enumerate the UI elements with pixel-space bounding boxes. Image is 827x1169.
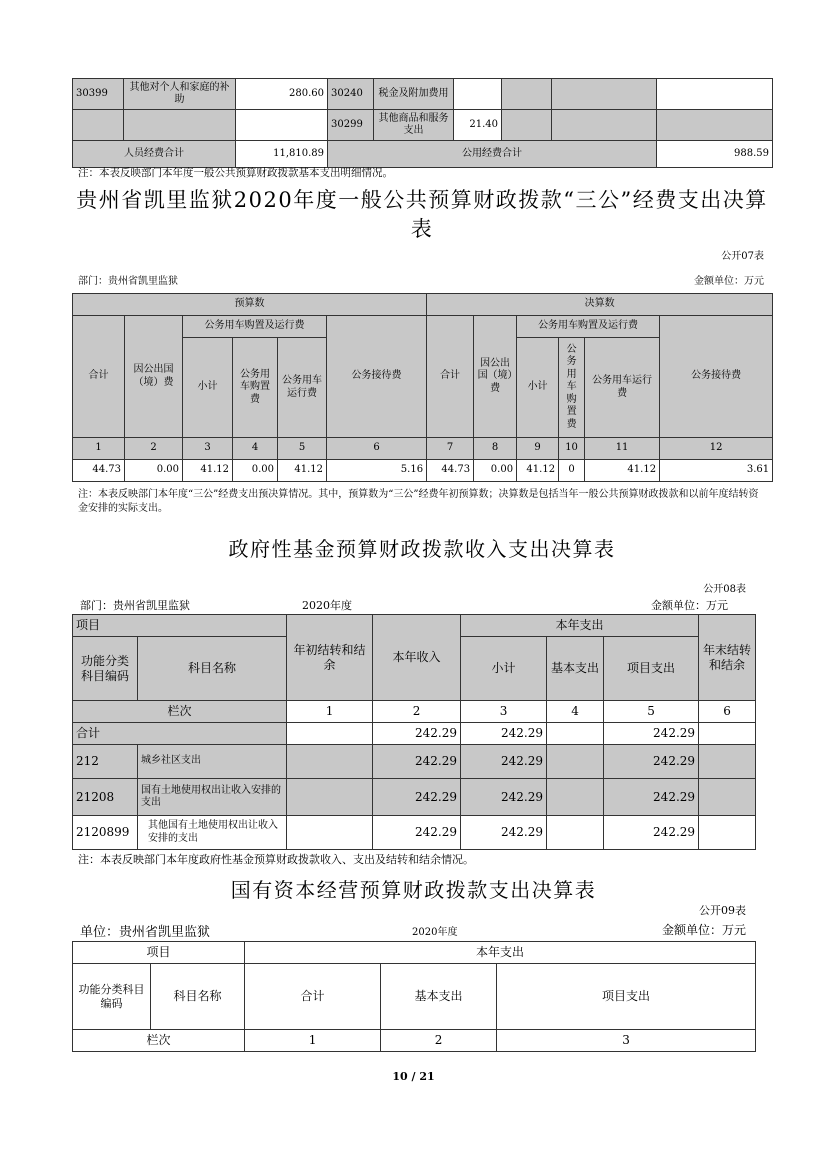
header-project: 项目支出 <box>497 964 756 1030</box>
index-cell: 2 <box>125 438 183 460</box>
header-car: 公务用车购置及运行费 <box>517 316 660 338</box>
value-cell: 242.29 <box>461 779 547 816</box>
state-capital-table <box>72 941 756 1052</box>
value-cell: 242.29 <box>604 779 699 816</box>
code-07: 公开07表 <box>721 251 764 262</box>
value-cell: 242.29 <box>461 816 547 850</box>
value-cell: 3.61 <box>660 460 773 482</box>
index-cell: 4 <box>233 438 278 460</box>
header-item: 项目 <box>73 615 287 637</box>
header-subtotal: 小计 <box>517 338 559 438</box>
value-cell <box>547 723 604 745</box>
header-income: 本年收入 <box>373 615 461 701</box>
cell: 30299 <box>328 110 374 141</box>
subject-name: 国有土地使用权出让收入安排的支出 <box>138 779 287 816</box>
header-final: 决算数 <box>427 294 773 316</box>
table-row <box>73 723 756 745</box>
value-cell: 242.29 <box>604 745 699 779</box>
header-name: 科目名称 <box>138 637 287 701</box>
value-cell: 242.29 <box>461 745 547 779</box>
index-row <box>73 701 756 723</box>
value-cell <box>699 779 756 816</box>
index-cell: 9 <box>517 438 559 460</box>
cell: 30240 <box>328 79 374 110</box>
cell <box>454 79 502 110</box>
index-cell: 5 <box>278 438 327 460</box>
cell: 30399 <box>73 79 124 110</box>
value-cell: 0 <box>559 460 585 482</box>
func-code: 21208 <box>73 779 138 816</box>
header-func-code: 功能分类科目编码 <box>73 637 138 701</box>
value-cell: 41.12 <box>278 460 327 482</box>
basic-expense-table <box>72 78 773 168</box>
value-cell: 41.12 <box>183 460 233 482</box>
value-cell: 242.29 <box>604 723 699 745</box>
cell <box>657 110 773 141</box>
index-cell: 10 <box>559 438 585 460</box>
header-col: 栏次 <box>73 701 287 723</box>
year-09: 2020年度 <box>412 927 458 938</box>
subject-name: 城乡社区支出 <box>138 745 287 779</box>
index-cell: 5 <box>604 701 699 723</box>
header-basic: 基本支出 <box>547 637 604 701</box>
table-row <box>73 79 773 110</box>
code-08: 公开08表 <box>703 584 746 595</box>
header-end-balance: 年末结转和结余 <box>699 615 756 701</box>
cell <box>236 110 328 141</box>
index-row <box>73 438 773 460</box>
page-number: 10 / 21 <box>392 1070 435 1083</box>
value-cell: 242.29 <box>604 816 699 850</box>
unit-07: 金额单位：万元 <box>694 276 764 287</box>
cell <box>73 110 124 141</box>
header-budget: 预算数 <box>73 294 427 316</box>
value-cell <box>287 779 373 816</box>
value-cell <box>287 816 373 850</box>
value-cell: 0.00 <box>125 460 183 482</box>
func-code: 212 <box>73 745 138 779</box>
header-begin-balance: 年初结转和结余 <box>287 615 373 701</box>
index-cell: 3 <box>461 701 547 723</box>
table-row <box>73 816 756 850</box>
value-cell: 44.73 <box>73 460 125 482</box>
dept-08: 部门：贵州省凯里监狱 <box>80 599 190 612</box>
header-car: 公务用车购置及运行费 <box>183 316 327 338</box>
dept-07: 部门：贵州省凯里监狱 <box>78 276 178 287</box>
value-cell <box>699 723 756 745</box>
cell <box>502 110 552 141</box>
header-spend: 本年支出 <box>461 615 699 637</box>
cell <box>124 110 236 141</box>
value-cell: 242.29 <box>373 723 461 745</box>
value-cell: 5.16 <box>327 460 427 482</box>
total-person-label: 人员经费合计 <box>73 141 236 168</box>
index-cell: 1 <box>245 1030 381 1052</box>
index-cell: 7 <box>427 438 474 460</box>
index-cell: 6 <box>327 438 427 460</box>
header-item: 项目 <box>73 942 245 964</box>
table-row <box>73 745 756 779</box>
total-label: 合计 <box>73 723 287 745</box>
index-cell: 8 <box>474 438 517 460</box>
header-car-buy: 公务用车购置费 <box>233 338 278 438</box>
total-public-label: 公用经费合计 <box>328 141 657 168</box>
header-total: 合计 <box>427 316 474 438</box>
unit-09: 金额单位：万元 <box>661 923 746 937</box>
index-cell: 3 <box>183 438 233 460</box>
title-08: 政府性基金预算财政拨款收入支出决算表 <box>228 537 616 561</box>
cell: 其他商品和服务支出 <box>374 110 454 141</box>
value-cell: 44.73 <box>427 460 474 482</box>
title-09: 国有资本经营预算财政拨款支出决算表 <box>230 878 597 902</box>
header-reception: 公务接待费 <box>660 316 773 438</box>
header-basic: 基本支出 <box>381 964 497 1030</box>
header-abroad: 因公出国（境）费 <box>474 316 517 438</box>
header-name: 科目名称 <box>151 964 245 1030</box>
code-09: 公开09表 <box>699 904 746 917</box>
value-cell <box>547 816 604 850</box>
dept-09: 单位：贵州省凯里监狱 <box>80 925 211 940</box>
index-row <box>73 1030 756 1052</box>
unit-08: 金额单位：万元 <box>651 599 728 612</box>
value-cell <box>699 745 756 779</box>
index-cell: 4 <box>547 701 604 723</box>
cell: 280.60 <box>236 79 328 110</box>
header-subtotal: 小计 <box>461 637 547 701</box>
value-cell <box>699 816 756 850</box>
table-row <box>73 779 756 816</box>
cell <box>502 79 552 110</box>
header-car-buy: 公务用车购置费 <box>559 338 585 438</box>
gov-fund-table <box>72 614 756 850</box>
value-cell <box>287 723 373 745</box>
func-code: 2120899 <box>73 816 138 850</box>
value-cell <box>287 745 373 779</box>
cell: 21.40 <box>454 110 502 141</box>
value-cell: 41.12 <box>517 460 559 482</box>
cell <box>552 110 657 141</box>
header-total: 合计 <box>73 316 125 438</box>
index-cell: 1 <box>287 701 373 723</box>
header-subtotal: 小计 <box>183 338 233 438</box>
note-07: 注：本表反映部门本年度“三公”经费支出预决算情况。其中，预算数为“三公”经费年初预算数；决算数是包括当年一般公共预算财政拨款和以前年度结转资金安排的实际支出。 <box>78 489 759 514</box>
cell: 税金及附加费用 <box>374 79 454 110</box>
index-cell: 11 <box>585 438 660 460</box>
table-row <box>73 141 773 168</box>
cell <box>657 79 773 110</box>
header-reception: 公务接待费 <box>327 316 427 438</box>
value-cell: 41.12 <box>585 460 660 482</box>
value-cell <box>547 745 604 779</box>
value-cell: 242.29 <box>461 723 547 745</box>
header-car-run: 公务用车运行费 <box>585 338 660 438</box>
index-cell: 6 <box>699 701 756 723</box>
header-col: 栏次 <box>73 1030 245 1052</box>
index-cell: 3 <box>497 1030 756 1052</box>
year-08: 2020年度 <box>302 599 352 612</box>
index-cell: 12 <box>660 438 773 460</box>
three-public-expense-table <box>72 293 773 482</box>
note-08: 注：本表反映部门本年度政府性基金预算财政拨款收入、支出及结转和结余情况。 <box>78 853 474 866</box>
value-cell: 242.29 <box>373 779 461 816</box>
cell: 其他对个人和家庭的补助 <box>124 79 236 110</box>
value-cell: 0.00 <box>233 460 278 482</box>
value-cell: 0.00 <box>474 460 517 482</box>
cell <box>552 79 657 110</box>
total-person-value: 11,810.89 <box>236 141 328 168</box>
note-06: 注：本表反映部门本年度一般公共预算财政拨款基本支出明细情况。 <box>78 167 393 179</box>
subject-name: 其他国有土地使用权出让收入安排的支出 <box>138 816 287 850</box>
header-car-run: 公务用车运行费 <box>278 338 327 438</box>
index-cell: 2 <box>373 701 461 723</box>
value-cell: 242.29 <box>373 816 461 850</box>
table-row <box>73 110 773 141</box>
header-abroad: 因公出国（境）费 <box>125 316 183 438</box>
header-total: 合计 <box>245 964 381 1030</box>
index-cell: 2 <box>381 1030 497 1052</box>
value-cell: 242.29 <box>373 745 461 779</box>
header-func-code: 功能分类科目编码 <box>73 964 151 1030</box>
value-row <box>73 460 773 482</box>
total-public-value: 988.59 <box>657 141 773 168</box>
header-project: 项目支出 <box>604 637 699 701</box>
header-spend: 本年支出 <box>245 942 756 964</box>
value-cell <box>547 779 604 816</box>
title-07: 贵州省凯里监狱2020年度一般公共预算财政拨款“三公”经费支出决算表 <box>76 188 768 241</box>
index-cell: 1 <box>73 438 125 460</box>
